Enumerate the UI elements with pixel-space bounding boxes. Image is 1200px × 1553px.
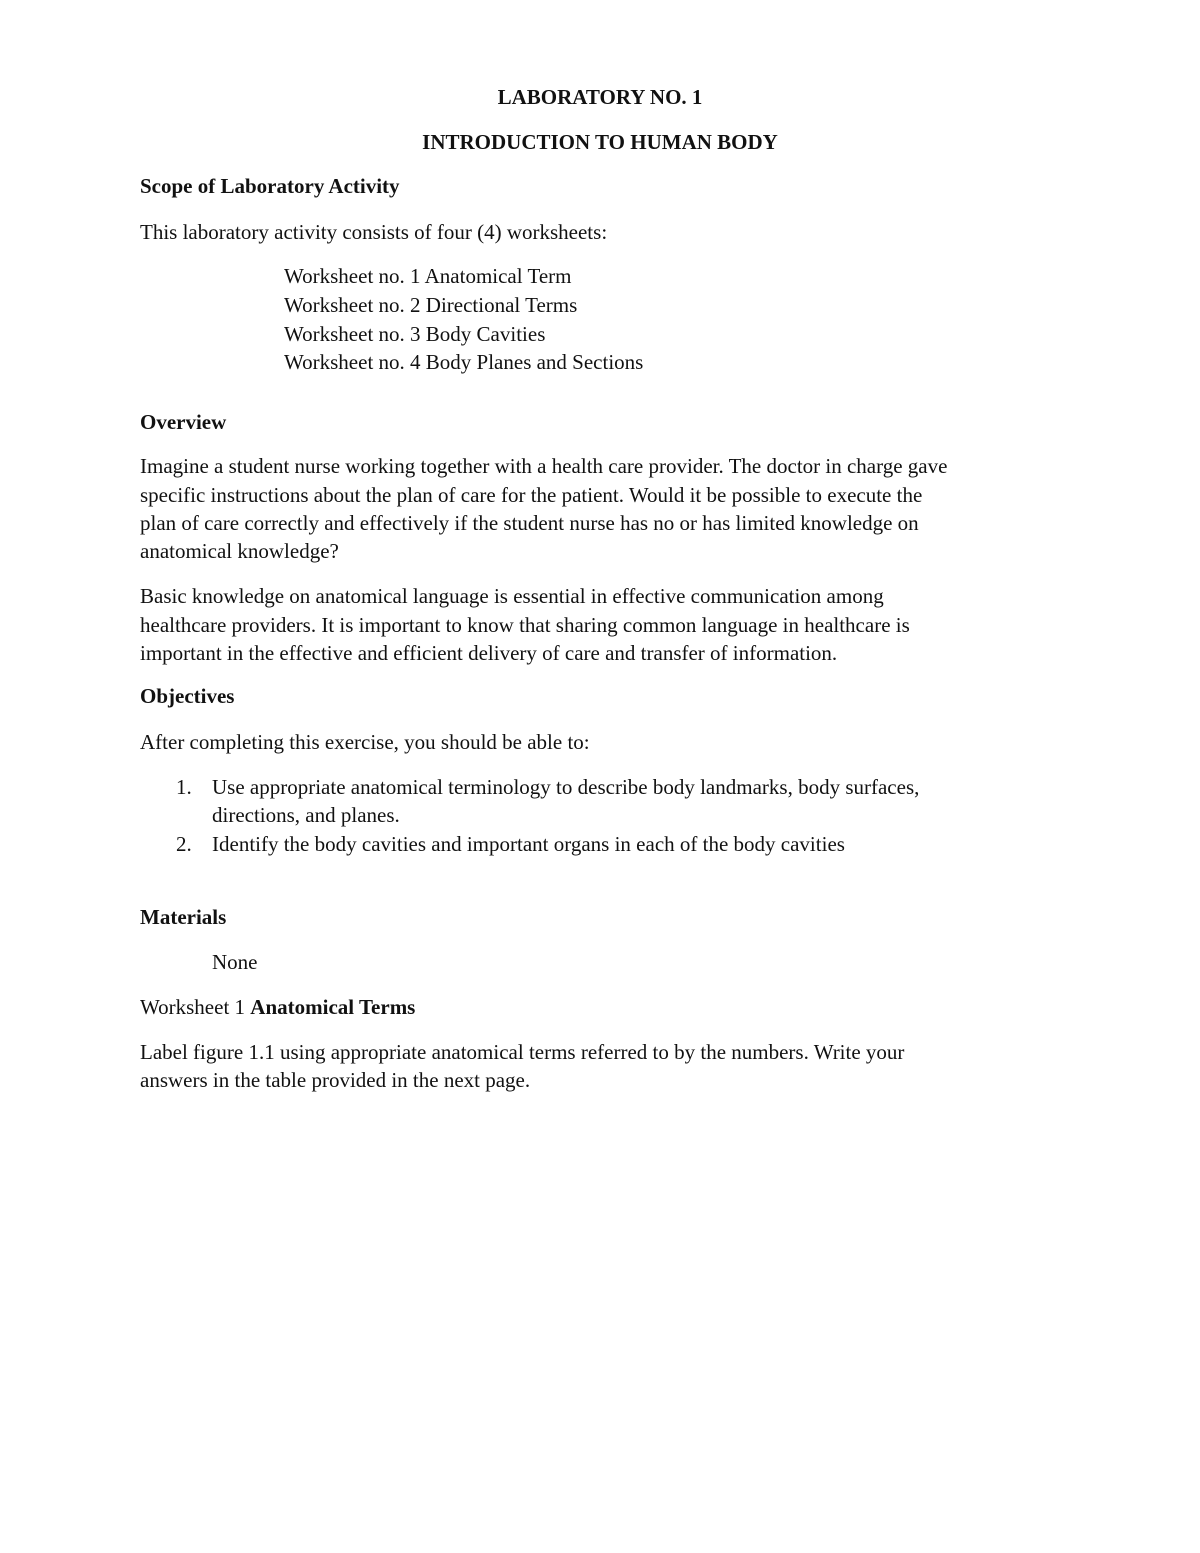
objective-text-line: Use appropriate anatomical terminology to describe body landmarks, body surfaces, <box>212 775 920 799</box>
materials-value: None <box>212 950 258 974</box>
overview-paragraph-line: important in the effective and efficient delivery of care and transfer of information. <box>140 641 838 665</box>
worksheet-1-prefix: Worksheet 1 <box>140 995 246 1019</box>
overview-paragraph-line: specific instructions about the plan of care for the patient. Would it be possible to execute the <box>140 483 923 507</box>
worksheet-list-item: Worksheet no. 4 Body Planes and Sections <box>284 350 644 374</box>
objectives-intro: After completing this exercise, you should be able to: <box>140 730 590 754</box>
objective-number: 2. <box>176 832 192 856</box>
lab-subtitle: INTRODUCTION TO HUMAN BODY <box>422 130 778 154</box>
overview-paragraph-line: plan of care correctly and effectively if the student nurse has no or has limited knowledge on <box>140 511 919 535</box>
materials-heading: Materials <box>140 905 227 929</box>
worksheet-1-instruction-line: answers in the table provided in the next page. <box>140 1068 531 1092</box>
worksheet-list-item: Worksheet no. 2 Directional Terms <box>284 293 578 317</box>
worksheet-1-instruction-line: Label figure 1.1 using appropriate anatomical terms referred to by the numbers. Write your <box>140 1040 905 1064</box>
overview-paragraph-line: Imagine a student nurse working together with a health care provider. The doctor in charge gave <box>140 454 948 478</box>
objective-text-line: directions, and planes. <box>212 803 400 827</box>
scope-intro: This laboratory activity consists of four (4) worksheets: <box>140 220 608 244</box>
worksheet-1-label <box>140 993 415 1021</box>
objective-number: 1. <box>176 775 192 799</box>
worksheet-list-item: Worksheet no. 1 Anatomical Term <box>284 264 572 288</box>
overview-paragraph-line: healthcare providers. It is important to know that sharing common language in healthcare is <box>140 613 910 637</box>
worksheet-1-title: Anatomical Terms <box>250 995 416 1019</box>
overview-heading: Overview <box>140 410 227 434</box>
lab-title: LABORATORY NO. 1 <box>497 85 703 109</box>
overview-paragraph-line: Basic knowledge on anatomical language is essential in effective communication among <box>140 584 884 608</box>
scope-heading: Scope of Laboratory Activity <box>140 174 400 198</box>
overview-paragraph-line: anatomical knowledge? <box>140 539 339 563</box>
worksheet-list-item: Worksheet no. 3 Body Cavities <box>284 322 546 346</box>
objective-text-line: Identify the body cavities and important organs in each of the body cavities <box>212 832 845 856</box>
objectives-heading: Objectives <box>140 684 235 708</box>
